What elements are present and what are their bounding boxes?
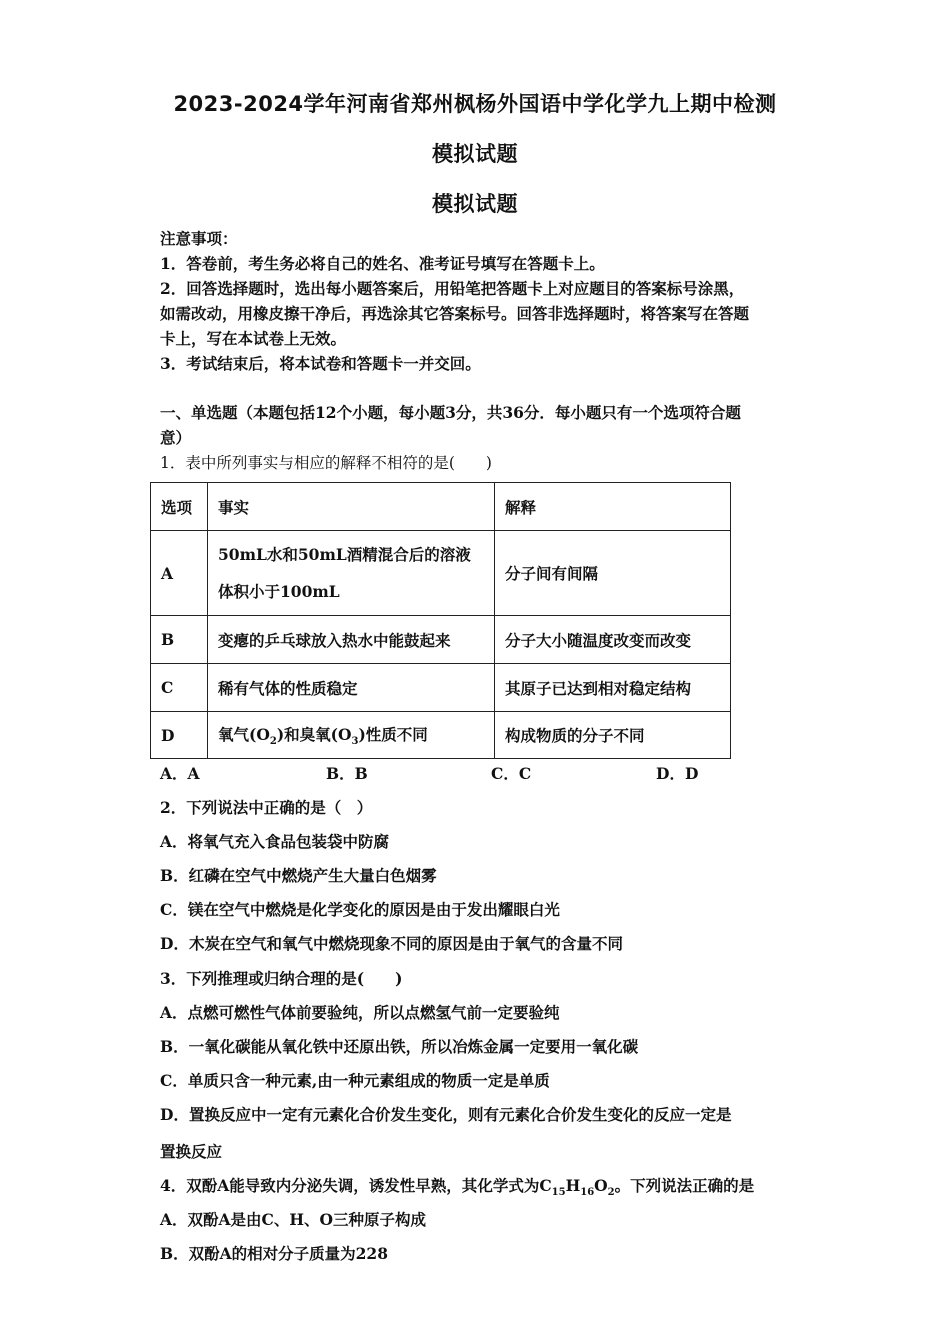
subscript: 3 [351,736,359,748]
table-header-cell: 事实 [208,483,495,531]
table-header-cell: 解释 [495,483,731,531]
question-4-stem [160,1174,754,1198]
section-heading: 一、单选题（本题包括12个小题，每小题3分，共36分．每小题只有一个选项符合题 [160,403,741,422]
answer-option-cont: 置换反应 [160,1142,223,1161]
question-1-table [150,482,731,759]
answer-option: C．镁在空气中燃烧是化学变化的原因是由于发出耀眼白光 [160,900,560,919]
answer-option: A．点燃可燃性气体前要验纯，所以点燃氢气前一定要验纯 [160,1003,560,1022]
subscript: 2 [607,1187,615,1199]
notice-item: 卡上，写在本试卷上无效。 [160,329,347,348]
table-row [151,712,731,759]
notice-item: 2．回答选择题时，选出每小题答案后，用铅笔把答题卡上对应题目的答案标号涂黑， [160,279,745,298]
explain-cell: 分子间有间隔 [495,531,731,616]
answer-option: B．一氧化碳能从氧化铁中还原出铁，所以冶炼金属一定要用一氧化碳 [160,1037,639,1056]
notice-item: 3．考试结束后，将本试卷和答题卡一并交回。 [160,354,481,373]
subscript: 15 [551,1187,566,1199]
table-row [151,616,731,664]
stem-text: 。下列说法正确的是 [614,1176,755,1195]
question-1-stem: 1．表中所列事实与相应的解释不相符的是( ) [160,454,492,472]
answer-option: D．D [656,764,699,783]
explain-cell: 构成物质的分子不同 [495,712,731,759]
table-header-cell: 选项 [151,483,208,531]
fact-cell: 稀有气体的性质稳定 [208,664,495,712]
option-cell: A [151,531,208,616]
answer-option: C．C [491,764,532,783]
fact-cell: 变瘪的乒乓球放入热水中能鼓起来 [208,616,495,664]
exam-title-line3: 模拟试题 [432,192,518,216]
question-2-stem: 2．下列说法中正确的是（ ） [160,798,373,817]
table-row [151,531,731,616]
fact-text: )性质不同 [358,724,428,744]
subscript: 2 [269,736,277,748]
answer-option: A．A [160,764,200,783]
section-heading-cont: 意） [160,428,192,447]
option-cell: C [151,664,208,712]
answer-option: A．将氧气充入食品包装袋中防腐 [160,832,390,851]
option-cell: D [151,712,208,759]
stem-text: O [594,1176,608,1195]
answer-option: A．双酚A是由C、H、O三种原子构成 [160,1210,427,1229]
fact-cell [208,712,495,759]
stem-text: 4．双酚A能导致内分泌失调，诱发性早熟，其化学式为C [160,1176,552,1195]
notice-item: 1．答卷前，考生务必将自己的姓名、准考证号填写在答题卡上。 [160,254,605,273]
answer-option: B．B [326,764,368,783]
subscript: 16 [580,1187,595,1199]
exam-title-line1: 2023-2024学年河南省郑州枫杨外国语中学化学九上期中检测 [173,92,777,116]
table-header-row [151,483,731,531]
explain-cell: 其原子已达到相对稳定结构 [495,664,731,712]
answer-option: D．木炭在空气和氧气中燃烧现象不同的原因是由于氧气的含量不同 [160,934,623,953]
answer-option: B．双酚A的相对分子质量为228 [160,1244,388,1263]
fact-line: 体积小于100mL [218,582,340,601]
stem-text: H [565,1176,581,1195]
answer-option: D．置换反应中一定有元素化合价发生变化，则有元素化合价发生变化的反应一定是 [160,1105,732,1124]
fact-line: 50mL水和50mL酒精混合后的溶液 [218,545,471,564]
fact-cell [208,531,495,616]
notice-item: 如需改动，用橡皮擦干净后，再选涂其它答案标号。回答非选择题时，将答案写在答题 [160,304,750,323]
explain-cell: 分子大小随温度改变而改变 [495,616,731,664]
fact-text: )和臭氧(O [276,724,352,744]
notice-heading: 注意事项： [160,229,238,248]
answer-option: B．红磷在空气中燃烧产生大量白色烟雾 [160,866,437,885]
fact-text: 氧气(O [218,724,270,744]
exam-title-line2: 模拟试题 [432,142,518,166]
answer-option: C．单质只含一种元素,由一种元素组成的物质一定是单质 [160,1071,550,1090]
table-row [151,664,731,712]
option-cell: B [151,616,208,664]
question-3-stem: 3．下列推理或归纳合理的是( ) [160,969,403,988]
